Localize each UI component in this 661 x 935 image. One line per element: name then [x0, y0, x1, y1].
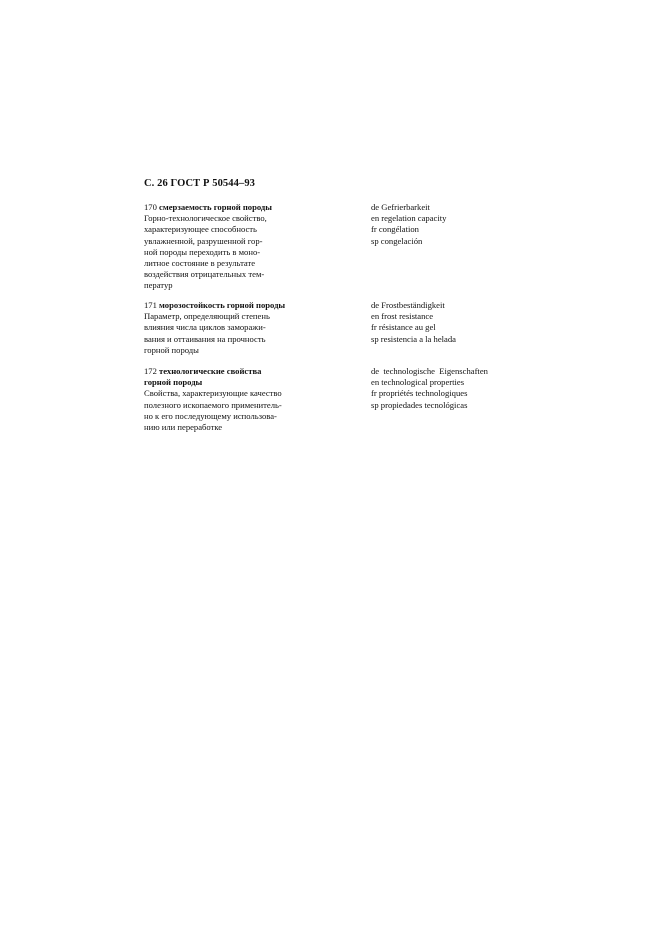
term-heading — [144, 202, 354, 213]
definition-line: полезного ископаемого применитель- — [144, 399, 282, 410]
translation-sp: sp congelación — [371, 235, 423, 246]
translation-sp: sp resistencia a la helada — [371, 333, 456, 344]
definition-line: воздействия отрицательных тем- — [144, 269, 265, 280]
definition-line: но к его последующему использова- — [144, 410, 277, 421]
translation-fr: fr propriétés technologiques — [371, 388, 468, 399]
term-number: 172 — [144, 366, 157, 376]
definition-line: Свойства, характеризующие качество — [144, 388, 282, 399]
translation-de: de Gefrierbarkeit — [371, 202, 430, 212]
translation-en: en regelation capacity — [371, 213, 447, 224]
translation-fr: fr résistance au gel — [371, 322, 436, 333]
translation-de: de Frostbeständigkeit — [371, 300, 445, 310]
translations-block — [371, 366, 551, 411]
translation-de: de technologische Eigenschaften — [371, 366, 488, 376]
definition-line: горной породы — [144, 344, 199, 355]
definition-line: влияния числа циклов заморажи- — [144, 322, 266, 333]
term-definition-block — [144, 202, 354, 292]
term-name: технологические свойства — [159, 366, 262, 376]
translation-en: en technological properties — [371, 377, 465, 388]
translations-block — [371, 300, 551, 345]
definition-line: ператур — [144, 280, 173, 291]
term-definition-block — [144, 300, 354, 356]
definition-line: литное состояние в результате — [144, 258, 256, 269]
definition-line: Горно-технологическое свойство, — [144, 213, 267, 224]
term-name: морозостойкость горной породы — [159, 300, 286, 310]
translation-fr: fr congélation — [371, 224, 419, 235]
term-definition-block — [144, 366, 354, 433]
term-heading — [144, 300, 354, 311]
definition-line: характеризующее способность — [144, 224, 257, 235]
term-heading — [144, 366, 354, 377]
definition-line: ной породы переходить в моно- — [144, 246, 261, 257]
translation-en: en frost resistance — [371, 311, 434, 322]
term-name-continued: горной породы — [144, 377, 203, 388]
definition-line: увлажненной, разрушенной гор- — [144, 235, 263, 246]
definition-line: нию или переработке — [144, 422, 223, 433]
term-name: смерзаемость горной породы — [159, 202, 272, 212]
page-header: С. 26 ГОСТ Р 50544–93 — [144, 178, 256, 189]
translation-sp: sp propiedades tecnológicas — [371, 399, 468, 410]
term-number: 171 — [144, 300, 157, 310]
definition-line: Параметр, определяющий степень — [144, 311, 270, 322]
definition-line: вания и оттаивания на прочность — [144, 333, 266, 344]
translations-block — [371, 202, 551, 247]
term-number: 170 — [144, 202, 157, 212]
